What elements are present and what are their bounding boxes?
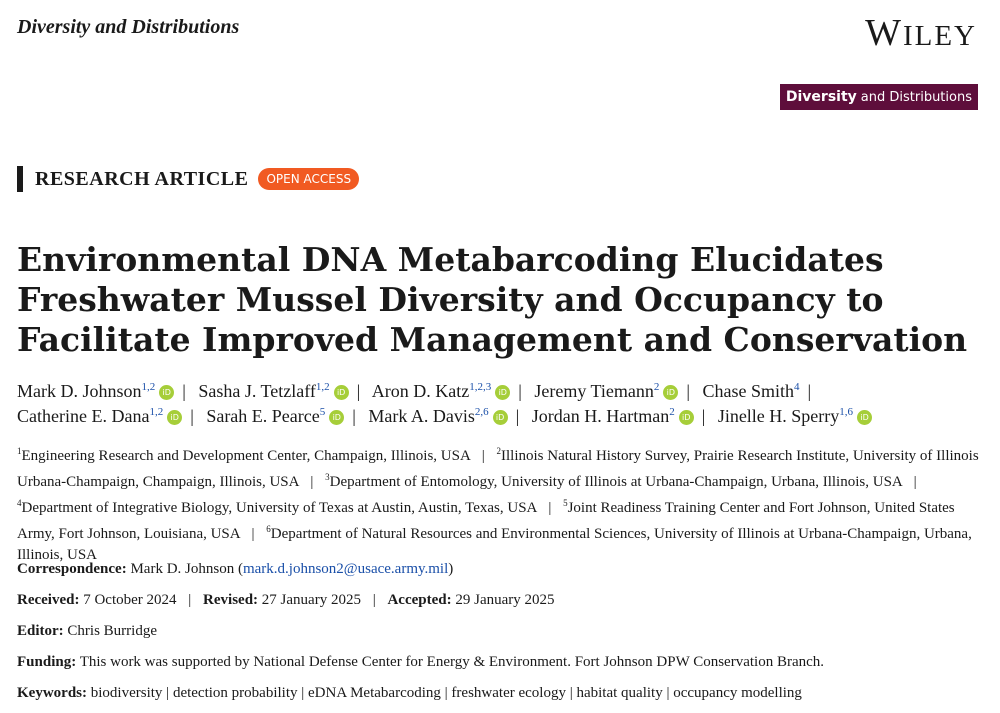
- keywords-label: Keywords:: [17, 685, 87, 701]
- affiliation-number: 3: [325, 472, 330, 482]
- keyword[interactable]: eDNA Metabarcoding: [308, 685, 441, 701]
- author-affiliation-ref[interactable]: 1,2: [315, 381, 330, 393]
- orcid-icon[interactable]: iD: [329, 410, 344, 425]
- affiliation-divider: |: [310, 474, 314, 490]
- affiliation-divider: |: [251, 526, 255, 542]
- editor: [17, 621, 982, 641]
- orcid-icon[interactable]: iD: [663, 385, 678, 400]
- keyword[interactable]: occupancy modelling: [673, 685, 802, 701]
- article-type-bar: [17, 166, 23, 192]
- correspondence: Correspondence: Mark D. Johnson (mark.d.johnson2@usace.army.mil): [17, 561, 454, 577]
- funding: [17, 652, 982, 672]
- journal-name: Diversity and Distributions: [17, 16, 240, 38]
- keyword[interactable]: habitat quality: [576, 685, 663, 701]
- correspondence-name: Mark D. Johnson: [130, 561, 235, 577]
- article-title: Environmental DNA Metabarcoding Elucidates Freshwater Mussel Diversity and Occupancy to Facilitate Improved Management and Conservation: [17, 240, 968, 359]
- author-name: [532, 406, 694, 426]
- author-name: [534, 381, 678, 401]
- orcid-icon[interactable]: iD: [679, 410, 694, 425]
- revised-label: Revised:: [203, 592, 259, 608]
- author-divider: |: [701, 406, 706, 426]
- article-type-label: RESEARCH ARTICLE: [35, 167, 249, 190]
- keywords-list: [91, 685, 802, 701]
- affiliation-text: Department of Natural Resources and Environmental Sciences, University of Illinois at Urbana-Champaign, Urbana, Illinois, USA: [17, 526, 972, 563]
- author-list: [17, 377, 987, 427]
- author-name: [368, 406, 507, 426]
- author-divider: |: [356, 381, 361, 401]
- affiliation-divider: |: [913, 474, 917, 490]
- orcid-icon[interactable]: iD: [167, 410, 182, 425]
- keyword-divider: |: [440, 685, 448, 701]
- author-label: Sarah E. Pearce: [206, 406, 320, 426]
- journal-badge: [780, 84, 978, 110]
- author-divider: |: [352, 406, 356, 426]
- keyword-divider: |: [565, 685, 573, 701]
- author-label: Aron D. Katz: [371, 381, 470, 401]
- affiliation-number: 6: [266, 524, 271, 534]
- keyword[interactable]: detection probability: [172, 685, 298, 701]
- author-affiliation-ref[interactable]: 1,2,3: [469, 381, 492, 393]
- author-affiliation-ref[interactable]: 1,2: [141, 381, 156, 393]
- open-access-badge: OPEN ACCESS: [258, 168, 359, 190]
- journal-badge-rest: and Distributions: [860, 89, 972, 105]
- keyword-divider: |: [162, 685, 170, 701]
- affiliation-number: 5: [563, 498, 568, 508]
- correspondence-label: Correspondence:: [17, 561, 127, 577]
- keyword[interactable]: biodiversity: [90, 685, 163, 701]
- author-name: [718, 406, 872, 426]
- affiliation-divider: |: [548, 500, 552, 516]
- orcid-icon[interactable]: iD: [159, 385, 174, 400]
- author-divider: |: [518, 381, 522, 401]
- author-name: [206, 406, 344, 426]
- orcid-icon[interactable]: iD: [334, 385, 349, 400]
- author-label: Mark D. Johnson: [17, 381, 142, 401]
- affiliation-text: Engineering Research and Development Center, Champaign, Illinois, USA: [21, 448, 470, 464]
- correspondence-email-link[interactable]: mark.d.johnson2@usace.army.mil: [242, 561, 449, 577]
- author-name: [198, 381, 348, 401]
- affiliation-number: 2: [496, 446, 501, 456]
- keyword-divider: |: [662, 685, 670, 701]
- keyword[interactable]: freshwater ecology: [451, 685, 566, 701]
- affiliations: [17, 441, 982, 566]
- affiliation-text: Department of Entomology, University of Illinois at Urbana-Champaign, Urbana, Illinois, USA: [329, 474, 902, 490]
- orcid-icon[interactable]: iD: [495, 385, 510, 400]
- divider: |: [372, 592, 376, 608]
- author-divider: |: [807, 381, 812, 401]
- affiliation-text: Joint Readiness Training Center and Fort Johnson, United States Army, Fort Johnson, Louisiana, USA: [17, 500, 955, 542]
- author-affiliation-ref[interactable]: 1,6: [839, 406, 854, 418]
- editor-label: Editor:: [17, 623, 64, 639]
- affiliation-divider: |: [481, 448, 485, 464]
- author-label: Catherine E. Dana: [17, 406, 150, 426]
- author-affiliation-ref[interactable]: 2: [669, 406, 675, 418]
- funding-label: Funding:: [17, 654, 77, 670]
- author-label: Mark A. Davis: [368, 406, 475, 426]
- affiliation-number: 1: [17, 446, 22, 456]
- author-label: Jeremy Tiemann: [534, 381, 654, 401]
- author-name: [17, 381, 174, 401]
- keyword-divider: |: [297, 685, 305, 701]
- orcid-icon[interactable]: iD: [493, 410, 508, 425]
- editor-name: Chris Burridge: [67, 623, 157, 639]
- dates: [17, 590, 982, 610]
- article-type: [17, 166, 359, 192]
- accepted-label: Accepted:: [387, 592, 452, 608]
- divider: |: [188, 592, 192, 608]
- author-affiliation-ref[interactable]: 1,2: [149, 406, 164, 418]
- author-affiliation-ref[interactable]: 5: [319, 406, 326, 418]
- author-affiliation-ref[interactable]: 2,6: [474, 406, 489, 418]
- author-label: Jordan H. Hartman: [531, 406, 670, 426]
- keywords: [17, 683, 982, 703]
- affiliation-text: Department of Integrative Biology, University of Texas at Austin, Austin, Texas, USA: [21, 500, 537, 516]
- author-divider: |: [190, 406, 194, 426]
- author-name: [702, 381, 799, 401]
- accepted-date: 29 January 2025: [455, 592, 555, 608]
- affiliation-text: Illinois Natural History Survey, Prairie Research Institute, University of Illinois Urbana-Champaign, Champaign, Illinois, USA: [17, 448, 979, 490]
- publisher-logo: WILEY: [865, 12, 977, 54]
- author-affiliation-ref[interactable]: 4: [794, 381, 800, 393]
- author-name: [17, 406, 182, 426]
- author-divider: |: [686, 381, 690, 401]
- orcid-icon[interactable]: iD: [857, 410, 872, 425]
- author-label: Sasha J. Tetzlaff: [198, 381, 316, 401]
- author-label: Chase Smith: [702, 381, 794, 401]
- author-divider: |: [182, 381, 186, 401]
- author-label: Jinelle H. Sperry: [717, 406, 840, 426]
- revised-date: 27 January 2025: [261, 592, 361, 608]
- received-date: 7 October 2024: [83, 592, 177, 608]
- journal-badge-bold: Diversity: [785, 89, 857, 105]
- author-affiliation-ref[interactable]: 2: [653, 381, 660, 393]
- affiliation-number: 4: [17, 498, 22, 508]
- author-name: [372, 381, 510, 401]
- funding-text: This work was supported by National Defense Center for Energy & Environment. Fort Johnson DPW Conservation Branch.: [79, 654, 825, 670]
- author-divider: |: [515, 406, 520, 426]
- received-label: Received:: [17, 592, 80, 608]
